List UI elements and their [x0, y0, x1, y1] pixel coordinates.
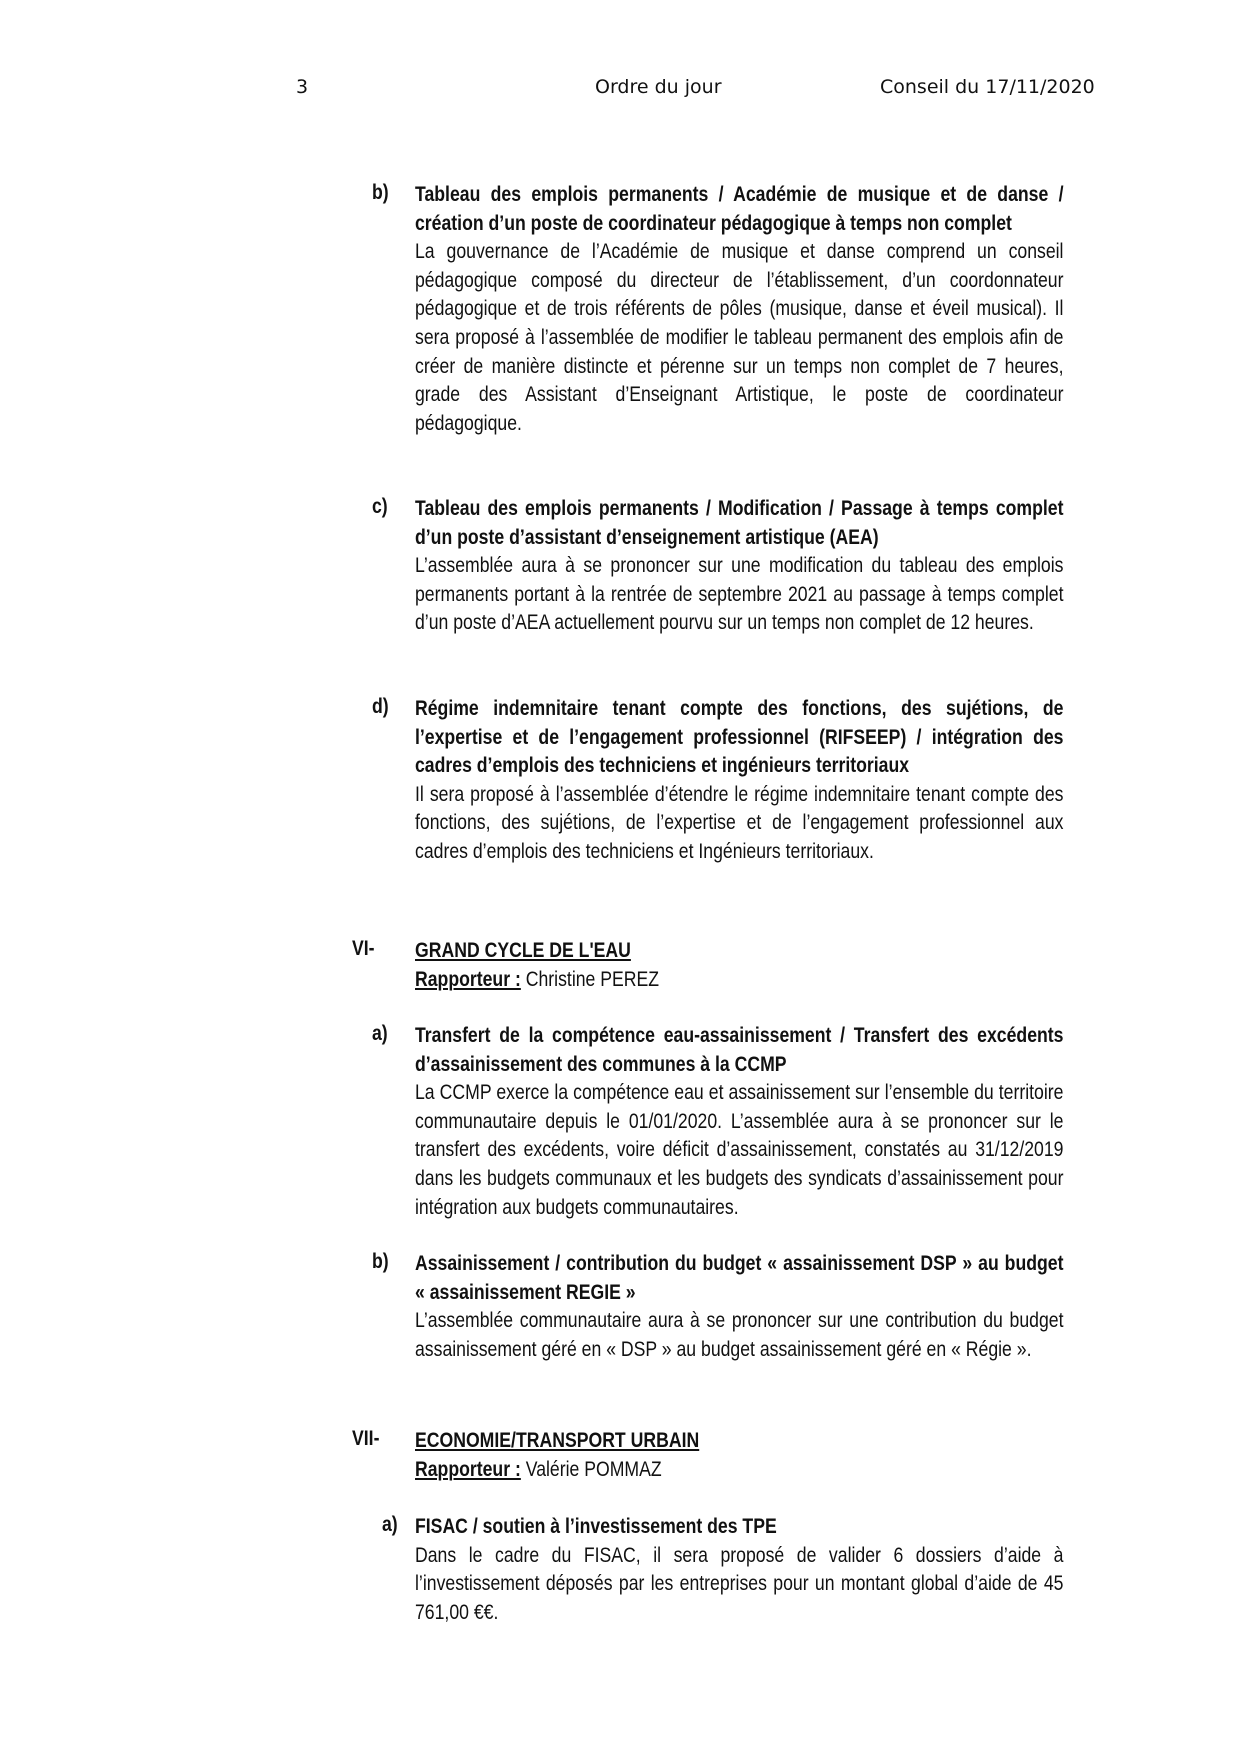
- rapporteur-label: Rapporteur :: [415, 967, 521, 991]
- item-description: Dans le cadre du FISAC, il sera proposé de valider 6 dossiers d’aide à l’investissement déposés par les entreprises pour un montant global d’aide de 45 761,00 €€.: [415, 1543, 1064, 1624]
- page-number: 3: [296, 76, 309, 98]
- item-description: La gouvernance de l’Académie de musique et danse comprend un conseil pédagogique composé du directeur de l’établissement, d’un coordonnateur pédagogique et de trois référents de pôles (musique, danse et éveil musical). Il sera proposé à l’assemblée de modifier le tableau permanent des emplois afin de créer de manière distincte et pérenne sur un temps non complet de 7 heures, grade des Assistant d’Enseignant Artistique, le poste de coordinateur pédagogique.: [415, 240, 1064, 435]
- item-title: Transfert de la compétence eau-assainissement / Transfert des excédents d’assainissement des communes à la CCMP: [415, 1024, 1064, 1076]
- item-description: L’assemblée aura à se prononcer sur une modification du tableau des emplois permanents portant à la rentrée de septembre 2021 au passage à temps complet d’un poste d’AEA actuellement pourvu sur un temps non complet de 12 heures.: [415, 554, 1064, 635]
- item-letter: c): [372, 495, 388, 518]
- item-title: Régime indemnitaire tenant compte des fonctions, des sujétions, de l’expertise et de l’engagement professionnel (RIFSEEP) / intégration des cadres d’emplois des techniciens et ingénieurs territoriaux: [415, 697, 1064, 778]
- rapporteur-name: Christine PEREZ: [525, 967, 660, 991]
- item-body: [415, 181, 1063, 438]
- rapporteur-name: Valérie POMMAZ: [525, 1457, 662, 1481]
- item-description: L’assemblée communautaire aura à se prononcer sur une contribution du budget assainissement géré en « DSP » au budget assainissement géré en « Régie ».: [415, 1309, 1064, 1361]
- rapporteur-label: Rapporteur :: [415, 1457, 521, 1481]
- rapporteur-line: [415, 966, 1003, 995]
- item-body: [415, 1513, 1063, 1627]
- item-body: [415, 1250, 1063, 1364]
- item-title: Assainissement / contribution du budget « assainissement DSP » au budget « assainissement REGIE »: [415, 1252, 1064, 1304]
- section-number: VII-: [352, 1427, 380, 1450]
- item-title: FISAC / soutien à l’investissement des TPE: [415, 1515, 777, 1538]
- item-body: [415, 1022, 1063, 1222]
- item-letter: b): [372, 1250, 389, 1273]
- section-title: GRAND CYCLE DE L'EAU: [415, 939, 631, 962]
- header-title: Ordre du jour: [595, 76, 722, 98]
- rapporteur-line: [415, 1456, 1003, 1485]
- item-letter: b): [372, 181, 389, 204]
- section-heading: [415, 937, 1003, 994]
- item-title: Tableau des emplois permanents / Modification / Passage à temps complet d’un poste d’assistant d’enseignement artistique (AEA): [415, 497, 1064, 549]
- item-body: [415, 695, 1063, 867]
- item-description: La CCMP exerce la compétence eau et assainissement sur l’ensemble du territoire communautaire depuis le 01/01/2020. L’assemblée aura à se prononcer sur le transfert des excédents, voire déficit d’assainissement, constatés au 31/12/2019 dans les budgets communaux et les budgets des syndicats d’assainissement pour intégration aux budgets communautaires.: [415, 1081, 1064, 1219]
- header-meeting-date: Conseil du 17/11/2020: [880, 76, 1095, 98]
- section-number: VI-: [352, 937, 375, 960]
- item-letter: a): [382, 1513, 398, 1536]
- item-title: Tableau des emplois permanents / Académie de musique et de danse / création d’un poste de coordinateur pédagogique à temps non complet: [415, 183, 1064, 235]
- item-body: [415, 495, 1063, 638]
- item-letter: a): [372, 1022, 388, 1045]
- item-letter: d): [372, 695, 389, 718]
- section-title: ECONOMIE/TRANSPORT URBAIN: [415, 1429, 700, 1452]
- item-description: Il sera proposé à l’assemblée d’étendre le régime indemnitaire tenant compte des fonctions, des sujétions, de l’expertise et de l’engagement professionnel aux cadres d’emplois des techniciens et Ingénieurs territoriaux.: [415, 782, 1064, 863]
- section-heading: [415, 1427, 1003, 1484]
